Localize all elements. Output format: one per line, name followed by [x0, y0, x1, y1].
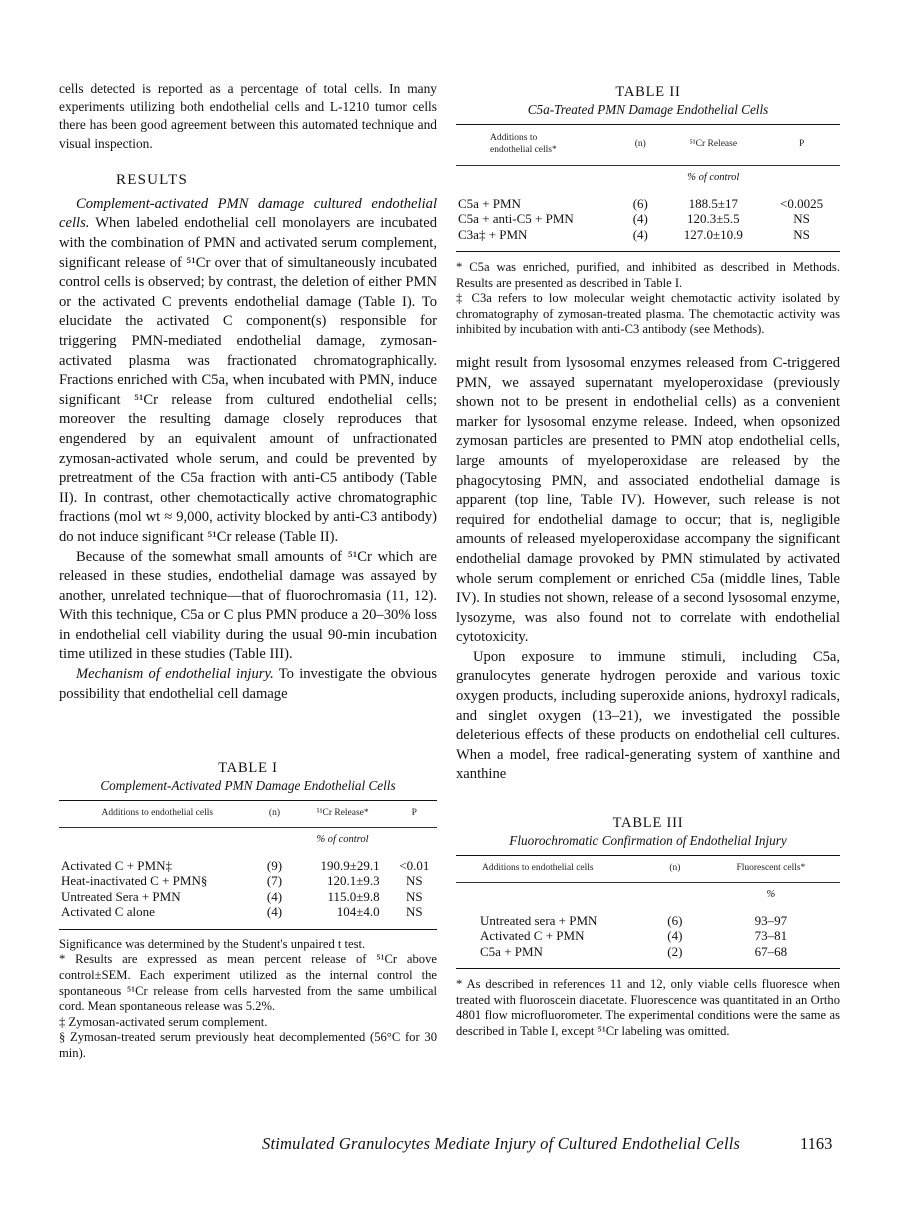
table-1-footnotes [59, 937, 437, 1062]
page-number: 1163 [800, 1134, 833, 1153]
table-2-footnote: * C5a was enriched, purified, and inhibited as described in Methods. Results are presented as described in Table I. [456, 260, 840, 290]
results-paragraph-2: Because of the somewhat small amounts of ⁵¹Cr which are released in these studies, endothelial damage was assayed by another, unrelated technique—that of fluorochromasia (11, 12). With this technique, C5a or C plus PMN produce a 20–30% loss in endothelial cell viability during the usual 90-min incubation time utilized in these studies (Table III). [59, 548, 437, 663]
table-1 [59, 760, 437, 1061]
table-3-header: Additions to endothelial cells [482, 863, 594, 874]
table-cell: C5a + PMN [480, 943, 543, 959]
table-1-footnote: ‡ Zymosan-activated serum complement. [59, 1014, 268, 1029]
table-row [59, 858, 437, 874]
table-2-unit-row [456, 166, 840, 196]
table-cell: (6) [632, 195, 648, 211]
table-2-grid [456, 124, 840, 252]
table-cell: (4) [667, 928, 683, 944]
table-row [59, 889, 437, 905]
paragraph-text: To investigate the obvious possibility that endothelial cell damage [59, 666, 437, 702]
table-2-header [456, 125, 617, 166]
table-cell: 67–68 [754, 943, 788, 959]
table-3-title: TABLE III [612, 815, 684, 832]
table-2-header-row [456, 125, 840, 166]
table-cell: (4) [632, 226, 648, 242]
table-cell: (7) [266, 873, 283, 889]
table-1-header-row [59, 801, 437, 828]
table-3-footnote: * As described in references 11 and 12, only viable cells fluoresce when treated with fluoroscein diacetate. Fluorescence was quantitated in an Ortho 4801 flow microfluorometer. The experimental conditions were the same as described in Table I, except ⁵¹Cr labeling was omitted. [456, 977, 840, 1038]
table-row [456, 928, 840, 944]
table-2-footnote: ‡ C3a refers to low molecular weight chemotactic activity isolated by chromatography of zymosan-treated plasma. The chemotactic activity was inhibited by incubation with anti-C3 antibody (see Methods). [456, 291, 840, 337]
table-row [456, 227, 840, 252]
table-1-grid [59, 800, 437, 930]
table-1-unit-row [59, 828, 437, 858]
table-1-footnote: Significance was determined by the Student's unpaired t test. [59, 936, 366, 951]
table-row [456, 196, 840, 212]
table-cell: Untreated Sera + PMN [61, 888, 181, 904]
table-cell: 115.0±9.8 [327, 888, 380, 904]
table-2-header: (n) [634, 139, 646, 149]
table-3-footnotes [456, 977, 840, 1039]
table-2-unit: % of control [687, 172, 740, 183]
table-row [59, 873, 437, 889]
table-3-unit: % [766, 889, 776, 901]
table-3-unit-row [456, 883, 840, 913]
table-1-subtitle: Complement-Activated PMN Damage Endothelial Cells [100, 778, 396, 794]
results-heading: RESULTS [116, 171, 189, 188]
table-1-header: Additions to endothelial cells [101, 808, 214, 819]
table-2-header-line: endothelial cells* [490, 145, 557, 155]
table-row [456, 913, 840, 929]
intro-paragraph: cells detected is reported as a percentage of total cells. In many experiments utilizing both endothelial cells and L-1210 tumor cells there has been good agreement between this automated technique and visual inspection. [59, 81, 437, 151]
right-paragraph-2: Upon exposure to immune stimuli, including C5a, granulocytes generate hydrogen peroxide and various toxic oxygen products, including superoxide anions, hydroxyl radicals, and singlet oxygen (13–21), we investigated the possible deleterious effects of these products on endothelial cell cultures. When a model, free radical-generating system of xanthine and xanthine [456, 648, 840, 783]
table-3-header: Fluorescent cells* [736, 863, 806, 874]
table-2-header: P [798, 139, 805, 149]
table-row [456, 211, 840, 227]
table-row [456, 944, 840, 969]
table-2 [456, 84, 840, 338]
table-3-grid [456, 855, 840, 969]
table-cell: 188.5±17 [688, 195, 738, 211]
results-paragraph-1 [59, 195, 437, 548]
table-cell: (4) [266, 904, 283, 920]
table-cell: Heat-inactivated C + PMN§ [61, 873, 208, 889]
section-lead: Mechanism of endothelial injury. [76, 666, 274, 683]
table-1-header: (n) [268, 808, 280, 819]
table-cell: (6) [667, 912, 683, 928]
table-1-header: P [411, 808, 417, 819]
table-3-subtitle: Fluorochromatic Confirmation of Endothelial Injury [509, 833, 787, 849]
table-1-header: ⁵¹Cr Release* [316, 808, 369, 819]
right-paragraph-1: might result from lysosomal enzymes released from C-triggered PMN, we assayed supernatant myeloperoxidase (previously shown not to be present in endothelial cells) as a convenient marker for lysosomal enzyme release. Indeed, when opsonized zymosan particles are presented to PMN atop endothelial cells, large amounts of myeloperoxidase are released by the phagocytosing PMN, and associated endothelial damage is apparent (top line, Table IV). However, such release is not required for endothelial damage to occur; that is, negligible amounts of released myeloperoxidase accompany the significant endothelial damage provoked by PMN stimulated by activated whole serum complement or enriched C5a (middle lines, Table IV). In studies not shown, release of a second lysosomal enzyme, lysozyme, was also found not to correlate with endothelial cytotoxicity. [456, 354, 840, 646]
table-2-title: TABLE II [615, 84, 681, 100]
table-2-footnotes [456, 260, 840, 338]
table-cell: NS [793, 226, 810, 242]
table-cell: 73–81 [754, 928, 788, 944]
table-cell: 93–97 [754, 912, 788, 928]
table-row [59, 904, 437, 929]
table-cell: NS [406, 873, 423, 889]
table-cell: C5a + PMN [458, 195, 521, 211]
table-cell: (9) [266, 857, 283, 873]
table-1-footnote: * Results are expressed as mean percent release of ⁵¹Cr above control±SEM. Each experiment utilized as the internal control the spontaneous ⁵¹Cr release from cells harvested from the same umbilical cord. Mean spontaneous release was 5.2%. [59, 952, 437, 1014]
results-paragraph-3 [59, 665, 437, 704]
table-cell: 120.1±9.3 [326, 873, 380, 889]
table-cell: (4) [266, 888, 283, 904]
table-cell: NS [406, 888, 423, 904]
table-3 [456, 815, 840, 1039]
paragraph-text: When labeled endothelial cell monolayers are incubated with the combination of PMN and activated serum complement, significant release of ⁵¹Cr over that of simultaneously incubated control cells is observed; by contrast, the deletion of either PMN or the activated C prevents endothelial damage (Table I). To elucidate the activated C component(s) responsible for triggering PMN-mediated endothelial damage, zymosan-activated plasma was fractionated chromatographically. Fractions enriched with C5a, when incubated with PMN, induce significant ⁵¹Cr release from cultured endothelial cells; moreover the resulting damage closely reproduces that engendered by an equivalent amount of unfractionated zymosan-activated whole serum, and could be prevented by pretreatment of the C5a fraction with anti-C5 antibody (Table II). In contrast, other chemotactically active chromatographic fractions (mol wt ≈ 9,000, activity blocked by anti-C3 antibody) do not induce significant ⁵¹Cr release (Table II). [59, 215, 437, 545]
section-lead: Complement-activated PMN damage cultured endothelial cells. [59, 195, 437, 232]
table-cell: Activated C + PMN [480, 928, 585, 944]
table-2-header: ⁵¹Cr Release [689, 139, 738, 149]
table-cell: Untreated sera + PMN [480, 912, 598, 928]
table-cell: 190.9±29.1 [320, 857, 380, 873]
table-cell: C5a + anti-C5 + PMN [458, 211, 574, 226]
table-3-header-row [456, 856, 840, 883]
table-2-header-line: Additions to [490, 133, 538, 143]
table-cell: NS [406, 904, 423, 920]
table-cell: <0.0025 [780, 195, 824, 211]
running-head: Stimulated Granulocytes Mediate Injury of Cultured Endothelial Cells [262, 1134, 741, 1153]
table-cell: 120.3±5.5 [686, 211, 740, 226]
table-cell: Activated C + PMN‡ [61, 857, 172, 873]
table-cell: 104±4.0 [336, 904, 380, 920]
table-cell: C3a‡ + PMN [458, 226, 528, 242]
table-1-footnote: § Zymosan-treated serum previously heat decomplemented (56°C for 30 min). [59, 1030, 437, 1060]
table-cell: 127.0±10.9 [683, 226, 743, 242]
right-column [456, 80, 840, 1039]
table-1-title: TABLE I [218, 760, 278, 777]
table-cell: (4) [632, 211, 648, 226]
table-cell: NS [793, 211, 810, 226]
left-column [59, 80, 437, 1062]
table-cell: Activated C alone [61, 904, 155, 920]
table-cell: <0.01 [399, 857, 430, 873]
table-cell: (2) [667, 943, 683, 959]
table-1-unit: % of control [316, 834, 369, 846]
table-3-header: (n) [669, 863, 681, 874]
table-2-subtitle: C5a-Treated PMN Damage Endothelial Cells [527, 102, 769, 117]
